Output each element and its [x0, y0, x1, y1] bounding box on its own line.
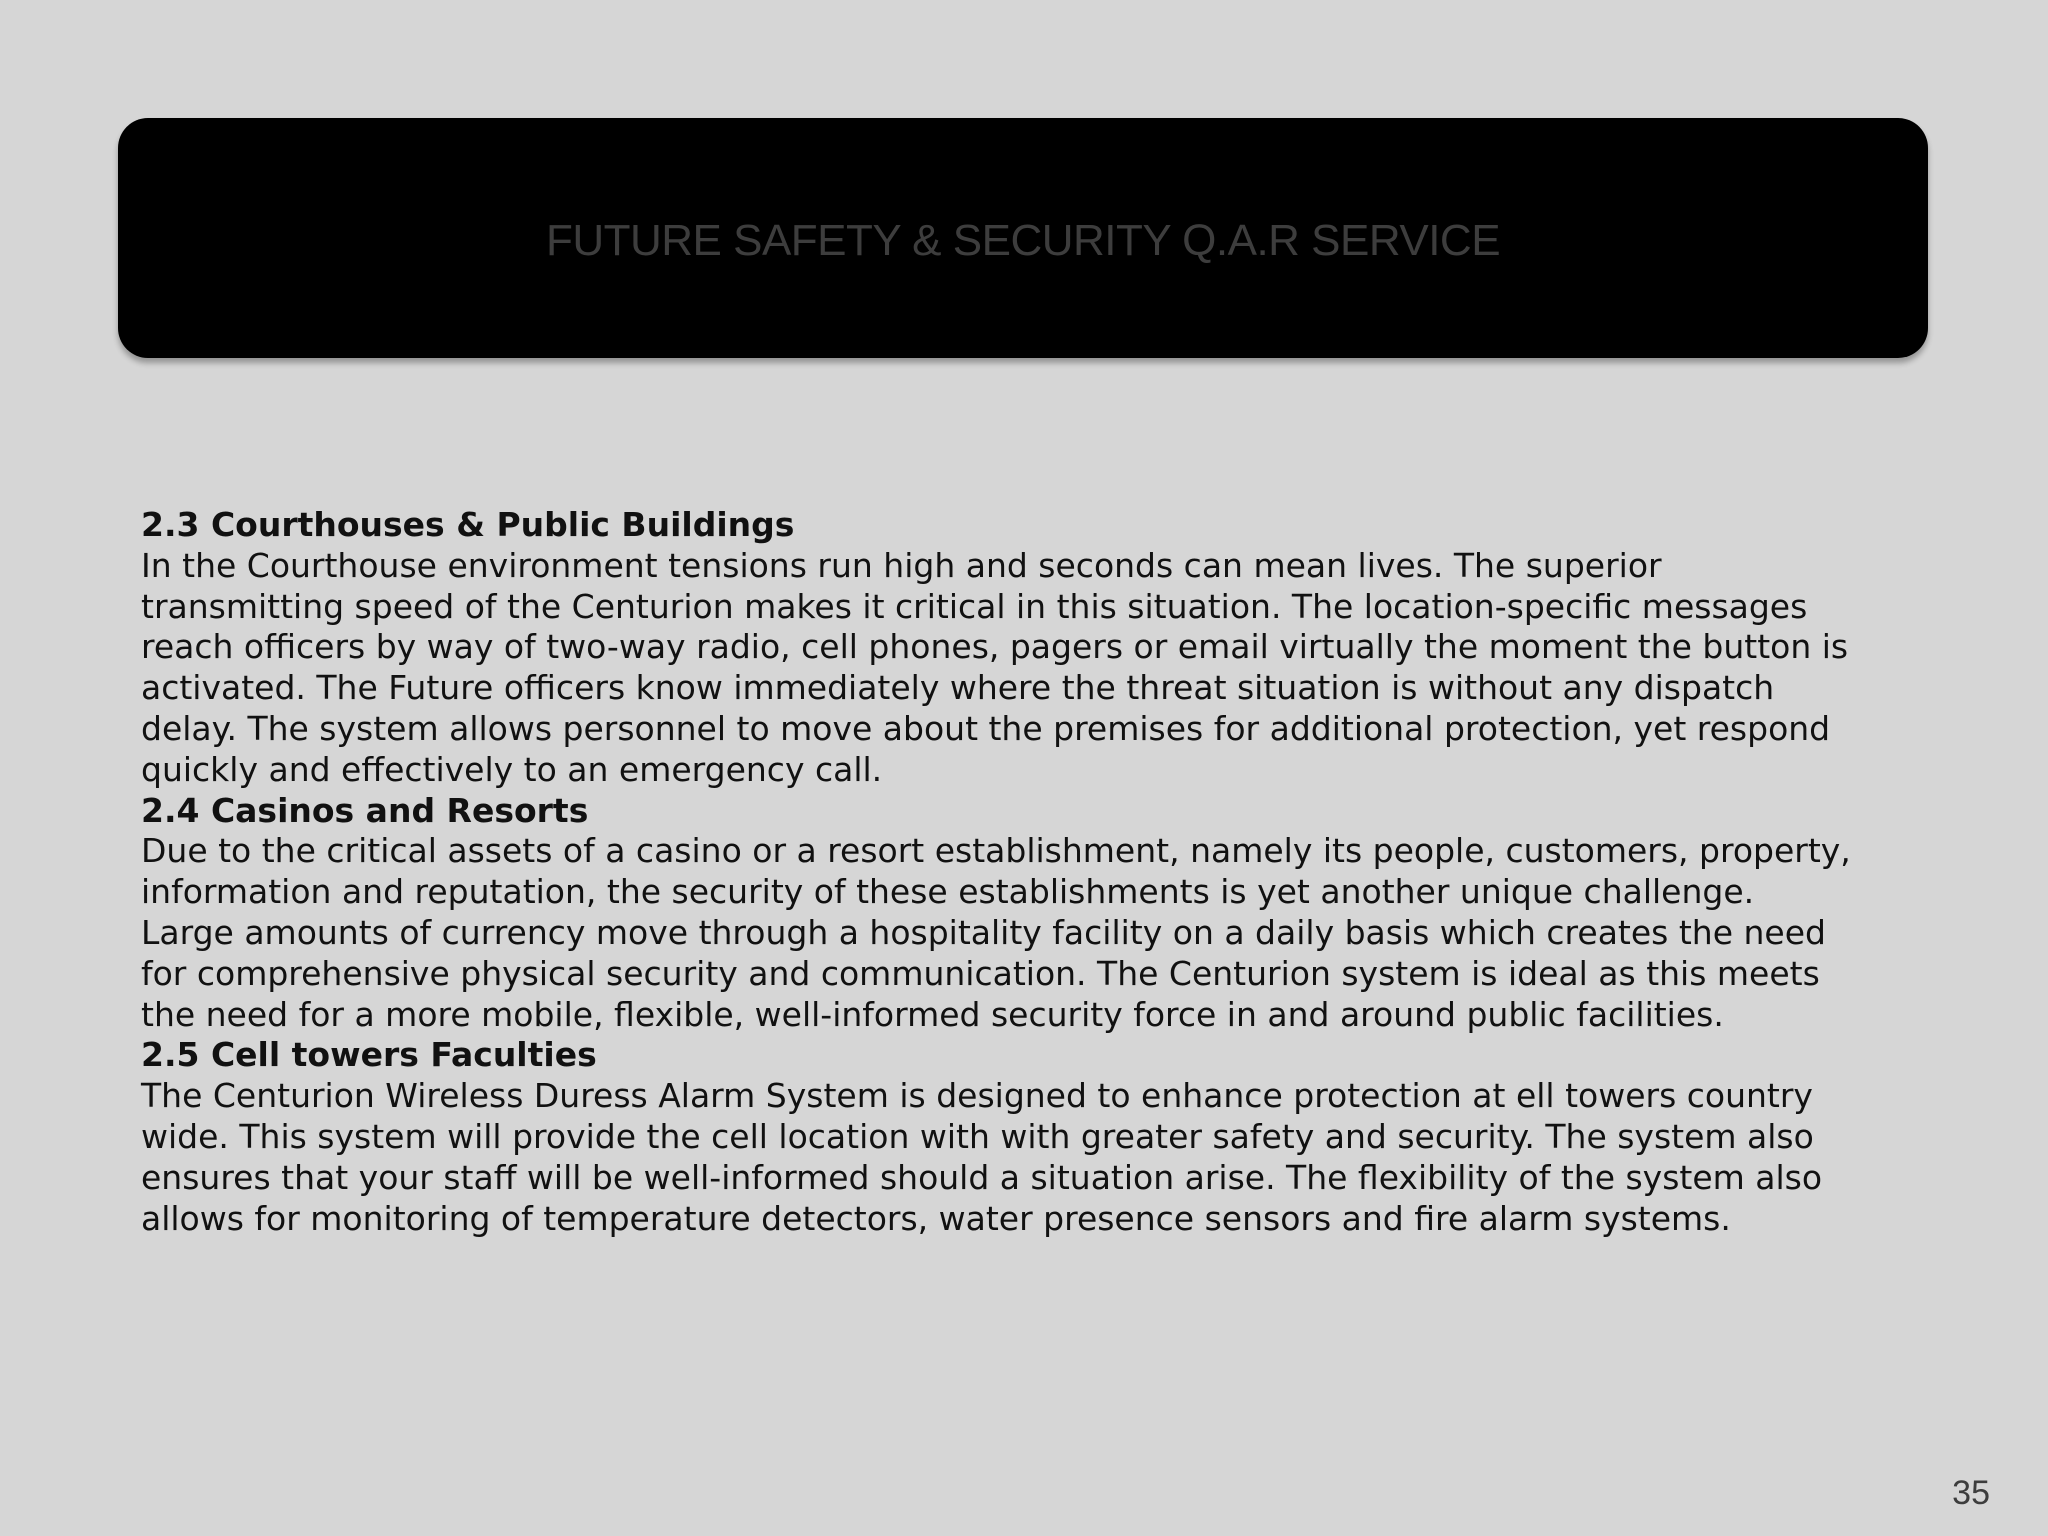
paragraph-line: the need for a more mobile, flexible, well-informed security force in and around public facilities. — [141, 994, 1724, 1034]
section-heading: 2.4 Casinos and Resorts — [141, 790, 589, 830]
paragraph-line: quickly and effectively to an emergency call. — [141, 749, 883, 789]
title-banner — [118, 118, 1928, 358]
page-number: 35 — [1952, 1474, 1990, 1512]
paragraph-line: wide. This system will provide the cell location with with greater safety and security. The system also — [141, 1116, 1814, 1156]
paragraph-line: information and reputation, the security of these establishments is yet another unique challenge. — [141, 872, 1755, 912]
paragraph-line: In the Courthouse environment tensions run high and seconds can mean lives. The superior — [141, 545, 1662, 585]
section-casinos — [141, 791, 1941, 1036]
section-courthouses — [141, 505, 1941, 791]
paragraph-line: transmitting speed of the Centurion makes it critical in this situation. The location-specific messages — [141, 586, 1808, 626]
section-heading: 2.5 Cell towers Faculties — [141, 1035, 597, 1075]
paragraph-line: Due to the critical assets of a casino or a resort establishment, namely its people, customers, property, — [141, 831, 1851, 871]
paragraph-line: allows for monitoring of temperature detectors, water presence sensors and fire alarm systems. — [141, 1198, 1731, 1238]
slide-content — [141, 505, 1941, 1239]
paragraph-line: for comprehensive physical security and communication. The Centurion system is ideal as this meets — [141, 953, 1820, 993]
paragraph-line: activated. The Future officers know immediately where the threat situation is without any dispatch — [141, 668, 1775, 708]
paragraph-line: delay. The system allows personnel to move about the premises for additional protection, yet respond — [141, 708, 1831, 748]
paragraph-line: The Centurion Wireless Duress Alarm System is designed to enhance protection at ell towers country — [141, 1076, 1813, 1116]
section-heading: 2.3 Courthouses & Public Buildings — [141, 505, 795, 544]
slide-title: FUTURE SAFETY & SECURITY Q.A.R SERVICE — [545, 216, 1501, 265]
paragraph-line: Large amounts of currency move through a hospitality facility on a daily basis which creates the need — [141, 912, 1826, 952]
paragraph-line: reach officers by way of two-way radio, cell phones, pagers or email virtually the moment the button is — [141, 627, 1849, 667]
section-cell-towers — [141, 1035, 1941, 1239]
paragraph-line: ensures that your staff will be well-informed should a situation arise. The flexibility of the system also — [141, 1157, 1823, 1197]
